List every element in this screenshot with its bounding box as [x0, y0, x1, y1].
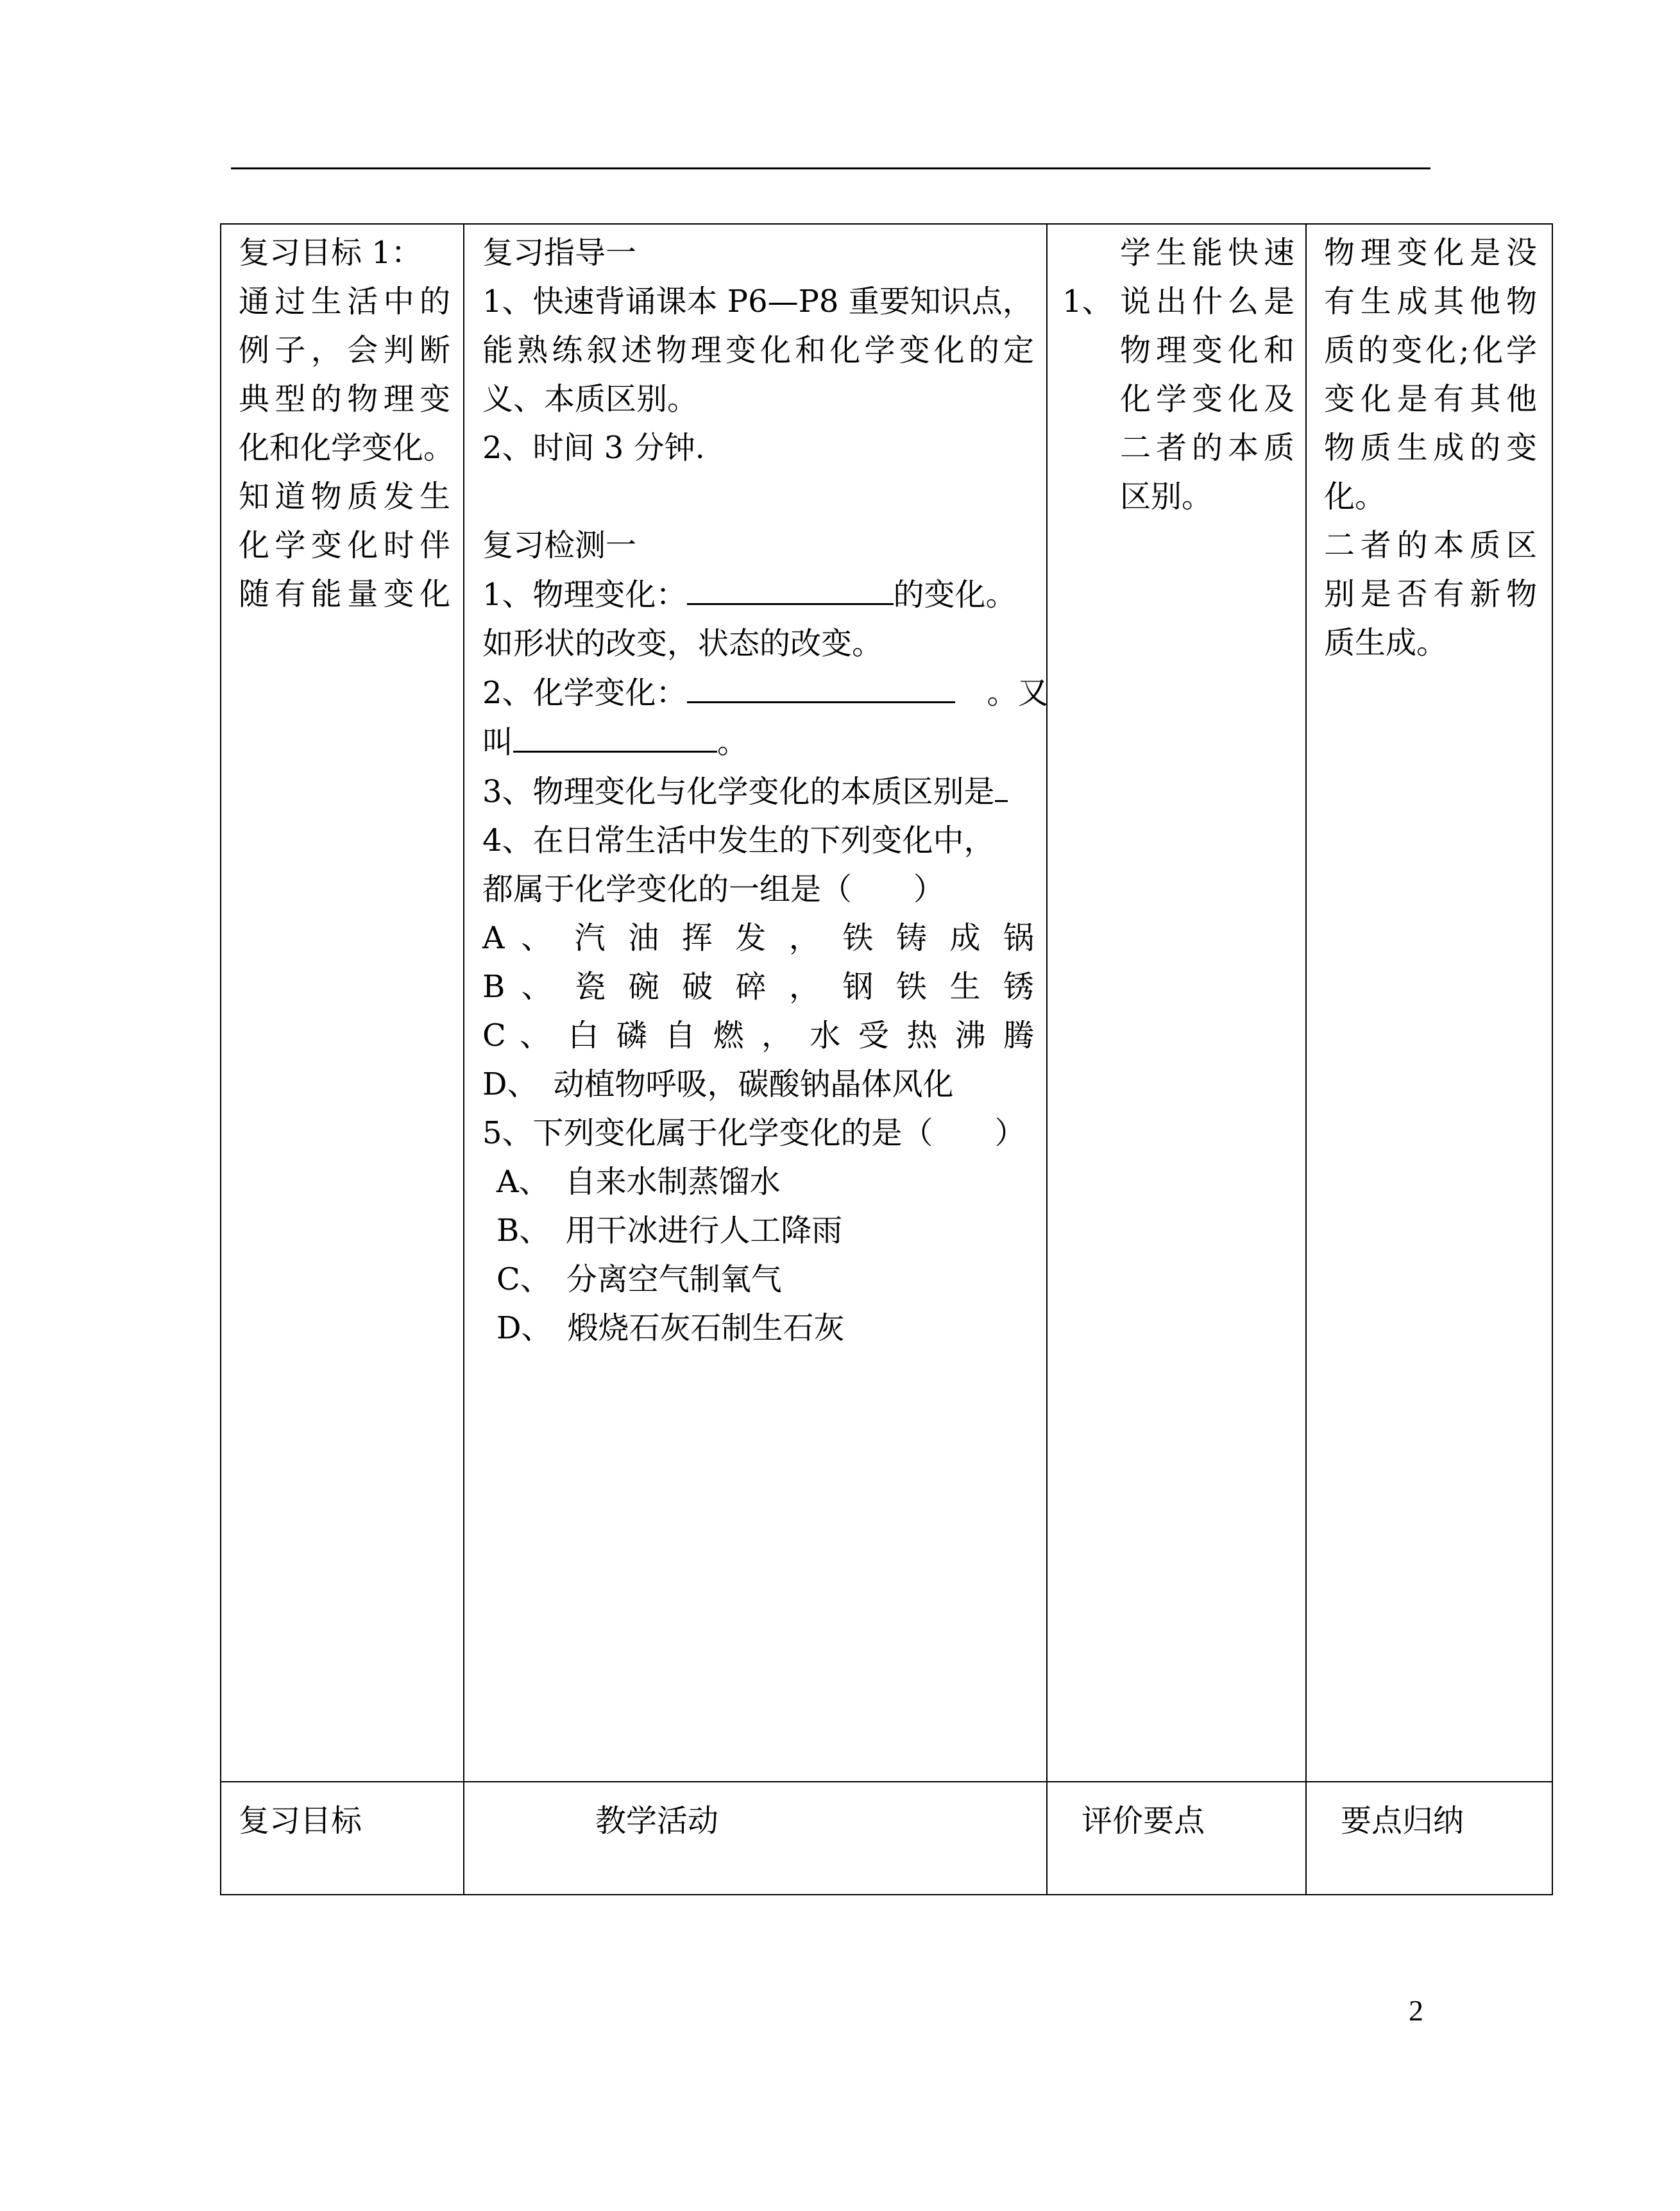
question-1: 1、物理变化： 的变化。 — [482, 570, 1034, 619]
question-3: 3、物理变化与化学变化的本质区别是 — [482, 767, 1034, 816]
guide-item-1: 1、快速背诵课本 P6—P8 重要知识点， — [482, 284, 1033, 320]
objective-line: 知道物质发生 — [239, 479, 450, 515]
answer-blank[interactable] — [995, 767, 1008, 802]
footer-review-objective: 复习目标 — [239, 1803, 362, 1839]
option-c: C、 分离空气制氧气 — [496, 1261, 782, 1297]
answer-blank[interactable] — [513, 717, 717, 753]
guide-item-1-cont: 义、本质区别。 — [482, 381, 699, 417]
summary-line: 有生成其他物 — [1324, 284, 1537, 320]
option-b: B 、 瓷 碗 破 碎 ， 钢 铁 生 锈 — [482, 969, 1034, 1005]
answer-blank[interactable] — [687, 668, 955, 703]
question-2: 2、化学变化： 。又 — [482, 668, 1034, 717]
evaluation-line: 学生能快速 — [1120, 235, 1294, 271]
question-4-cont: 都属于化学变化的一组是（ ） — [482, 871, 945, 907]
footer-row-divider — [220, 1781, 1553, 1782]
summary-line: 物质生成的变 — [1324, 430, 1537, 466]
column-divider-3 — [1305, 223, 1307, 1895]
evaluation-line: 二者的本质 — [1120, 430, 1294, 466]
guide-item-1-cont: 能熟练叙述物理变化和化学变化的定 — [482, 332, 1034, 368]
footer-key-points: 要点归纳 — [1341, 1803, 1464, 1839]
summary-line: 化。 — [1324, 479, 1386, 515]
option-a: A 、 汽 油 挥 发 ， 铁 铸 成 锅 — [482, 920, 1034, 956]
evaluation-cell — [1120, 228, 1294, 521]
footer-evaluation-points: 评价要点 — [1082, 1803, 1205, 1839]
objective-heading: 复习目标 1： — [239, 235, 422, 271]
question-5: 5、下列变化属于化学变化的是（ ） — [482, 1115, 1026, 1151]
option-c: C 、 白 磷 自 燃 ， 水 受 热 沸 腾 — [482, 1018, 1034, 1054]
summary-line: 二者的本质区 — [1324, 527, 1537, 563]
option-a: A、 自来水制蒸馏水 — [496, 1164, 781, 1200]
summary-cell — [1324, 228, 1537, 667]
evaluation-line: 区别。 — [1120, 479, 1213, 515]
summary-line: 质的变化;化学 — [1324, 332, 1537, 368]
answer-blank[interactable] — [687, 570, 894, 605]
test-title: 复习检测一 — [482, 527, 637, 563]
page-number: 2 — [1409, 1994, 1423, 2027]
objective-line: 随有能量变化 — [239, 576, 450, 612]
summary-line: 物理变化是没 — [1324, 235, 1537, 271]
evaluation-number: 1、 — [1062, 284, 1113, 320]
objective-line: 典型的物理变 — [239, 381, 450, 417]
evaluation-line: 物理变化和 — [1120, 332, 1294, 368]
guide-title: 复习指导一 — [482, 235, 637, 271]
objective-line: 化和化学变化。 — [239, 430, 455, 466]
objective-line: 通过生活中的 — [239, 284, 450, 320]
option-d: D、 煅烧石灰石制生石灰 — [496, 1310, 845, 1346]
header-rule — [231, 167, 1430, 169]
column-divider-2 — [1046, 223, 1048, 1895]
option-d: D、 动植物呼吸，碳酸钠晶体风化 — [482, 1066, 954, 1102]
teaching-activity-cell — [482, 228, 1049, 1353]
option-b: B、 用干冰进行人工降雨 — [496, 1213, 843, 1249]
summary-line: 别是否有新物 — [1324, 576, 1537, 612]
evaluation-line: 说出什么是 — [1120, 284, 1294, 320]
evaluation-line: 化学变化及 — [1120, 381, 1294, 417]
question-1-example: 如形状的改变，状态的改变。 — [482, 626, 883, 662]
column-divider-1 — [463, 223, 464, 1895]
summary-line: 质生成。 — [1324, 625, 1448, 661]
review-objective-cell — [239, 228, 455, 619]
objective-line: 化学变化时伴 — [239, 527, 450, 563]
question-4: 4、在日常生活中发生的下列变化中， — [482, 823, 995, 858]
summary-line: 变化是有其他 — [1324, 381, 1537, 417]
objective-line: 例子，会判断 — [239, 332, 450, 368]
question-2-cont: 叫 。 — [482, 717, 1034, 767]
footer-teaching-activity: 教学活动 — [595, 1803, 719, 1839]
guide-item-2: 2、时间 3 分钟. — [482, 430, 705, 466]
